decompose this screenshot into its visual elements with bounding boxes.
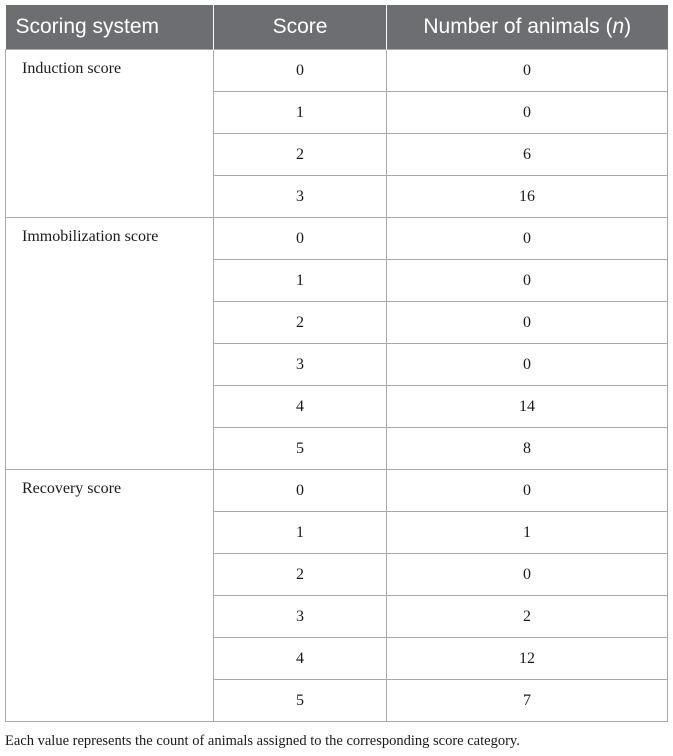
count-cell: 7	[387, 680, 668, 722]
count-cell: 2	[387, 596, 668, 638]
score-cell: 2	[214, 302, 387, 344]
count-cell: 0	[387, 92, 668, 134]
score-cell: 2	[214, 554, 387, 596]
score-cell: 0	[214, 470, 387, 512]
score-cell: 5	[214, 680, 387, 722]
table-row	[6, 50, 668, 92]
score-cell: 3	[214, 176, 387, 218]
header-number-of-animals	[387, 5, 668, 50]
scoring-table	[5, 5, 668, 722]
header-score: Score	[214, 5, 387, 50]
count-cell: 0	[387, 260, 668, 302]
header-number-n: n	[612, 15, 625, 38]
score-cell: 3	[214, 596, 387, 638]
table-row	[6, 218, 668, 260]
score-cell: 4	[214, 386, 387, 428]
count-cell: 0	[387, 344, 668, 386]
score-cell: 0	[214, 50, 387, 92]
count-cell: 16	[387, 176, 668, 218]
count-cell: 1	[387, 512, 668, 554]
header-number-prefix: Number of animals (	[423, 15, 613, 38]
count-cell: 6	[387, 134, 668, 176]
score-cell: 4	[214, 638, 387, 680]
scoring-system-cell: Induction score	[6, 50, 214, 218]
score-cell: 2	[214, 134, 387, 176]
score-cell: 3	[214, 344, 387, 386]
header-scoring-system: Scoring system	[6, 5, 214, 50]
count-cell: 0	[387, 50, 668, 92]
table-body	[6, 50, 668, 722]
count-cell: 8	[387, 428, 668, 470]
score-cell: 5	[214, 428, 387, 470]
count-cell: 0	[387, 218, 668, 260]
count-cell: 0	[387, 302, 668, 344]
score-cell: 1	[214, 92, 387, 134]
header-number-suffix: )	[624, 15, 632, 38]
score-cell: 1	[214, 512, 387, 554]
count-cell: 0	[387, 470, 668, 512]
table-header	[6, 5, 668, 50]
table-caption: Each value represents the count of animals assigned to the corresponding score category.	[5, 733, 520, 749]
count-cell: 14	[387, 386, 668, 428]
header-row	[6, 5, 668, 50]
scoring-system-cell: Recovery score	[6, 470, 214, 722]
table-row	[6, 470, 668, 512]
score-cell: 0	[214, 218, 387, 260]
score-cell: 1	[214, 260, 387, 302]
count-cell: 0	[387, 554, 668, 596]
scoring-system-cell: Immobilization score	[6, 218, 214, 470]
count-cell: 12	[387, 638, 668, 680]
